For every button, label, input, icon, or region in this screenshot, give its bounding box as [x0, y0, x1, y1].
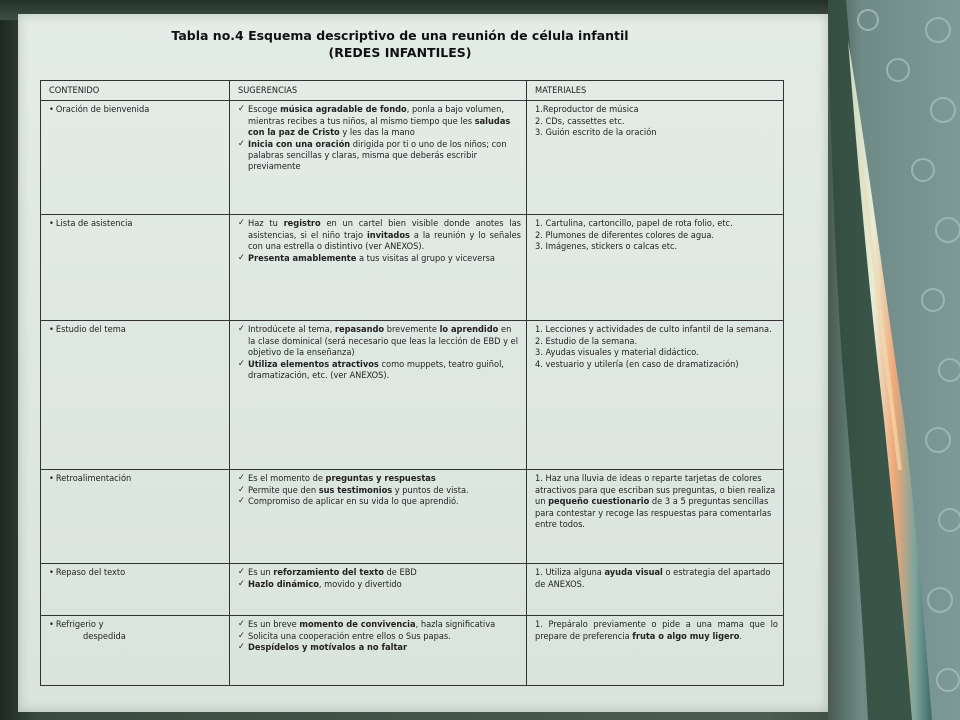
- bullet-icon: [49, 567, 56, 578]
- suggestion-item: [238, 104, 521, 138]
- contenido-label: Lista de asistencia: [55, 218, 133, 230]
- text: 1. Prepáralo previamente o pide a una mama que lo prepare de preferencia: [535, 619, 778, 642]
- material-item: [535, 241, 778, 252]
- bold-text: pequeño cuestionario: [548, 496, 650, 508]
- header-materiales: MATERIALES: [527, 81, 784, 101]
- material-item: [535, 116, 778, 127]
- bold-text: ayuda visual: [604, 567, 663, 579]
- decorative-floral-border: [828, 0, 960, 720]
- title-line-2: (REDES INFANTILES): [328, 45, 472, 60]
- bold-text: reforzamiento del texto: [273, 567, 384, 579]
- checkmark-icon: ✓: [238, 484, 245, 495]
- materiales-cell: [527, 470, 784, 564]
- text: 4. vestuario y utilería (en caso de dramatización): [535, 358, 739, 370]
- contenido-cell: [41, 215, 230, 321]
- checkmark-icon: ✓: [238, 619, 245, 630]
- bold-text: momento de convivencia: [299, 619, 416, 631]
- checkmark-icon: ✓: [238, 630, 245, 641]
- bold-text: repasando: [334, 324, 385, 336]
- material-item: [535, 336, 778, 347]
- text: a la reunión y lo señales con una estrella o distintivo (ver ANEXOS).: [248, 229, 521, 253]
- suggestion-item: [238, 579, 521, 590]
- table-row: [41, 101, 784, 215]
- checkmark-icon: ✓: [238, 358, 245, 369]
- bullet-icon: [49, 104, 56, 115]
- text: a tus visitas al grupo y viceversa: [356, 252, 495, 264]
- header-row: [41, 81, 784, 101]
- checkmark-icon: ✓: [238, 578, 245, 589]
- material-item: [535, 127, 778, 138]
- text: Es el momento de: [248, 473, 326, 485]
- text: 3. Ayudas visuales y material didáctico.: [535, 347, 699, 359]
- materiales-cell: [527, 321, 784, 470]
- text: 2. CDs, cassettes etc.: [535, 115, 625, 127]
- sugerencias-cell: [230, 321, 527, 470]
- bold-text: fruta o algo muy ligero: [632, 630, 740, 642]
- text: como muppets, teatro guiñol, dramatización, etc. (ver ANEXOS).: [248, 358, 504, 382]
- bold-text: sus testimonios: [318, 484, 393, 496]
- table-row: [41, 564, 784, 616]
- suggestion-item: [238, 619, 521, 630]
- text: 1. Cartulina, cartoncillo, papel de rota folio, etc.: [535, 218, 733, 230]
- suggestion-item: [238, 324, 521, 358]
- contenido-label: Refrigerio y: [55, 619, 104, 631]
- text: 1. Lecciones y actividades de culto infantil de la semana.: [535, 324, 772, 336]
- text: Solicita una cooperación entre ellos o Sus papas.: [248, 630, 451, 642]
- text: 2. Estudio de la semana.: [535, 335, 638, 347]
- header-contenido: CONTENIDO: [41, 81, 230, 101]
- text: Escoge: [248, 104, 281, 116]
- text: y puntos de vista.: [392, 484, 469, 496]
- sugerencias-cell: [230, 101, 527, 215]
- sugerencias-cell: [230, 564, 527, 616]
- contenido-cell: [41, 616, 230, 686]
- text: dirigida por ti o uno de los niños; con palabras sencillas y claras, misma que deberás escribir previamente: [248, 138, 507, 173]
- checkmark-icon: ✓: [238, 496, 245, 507]
- text: 3. Imágenes, stickers o calcas etc.: [535, 241, 678, 253]
- checkmark-icon: ✓: [238, 218, 245, 229]
- bold-text: música agradable de fondo: [280, 104, 407, 116]
- bullet-icon: [49, 473, 56, 484]
- bold-text: Inicia con una oración: [248, 138, 351, 150]
- bold-text: saludas con la paz de Cristo: [248, 115, 511, 139]
- text: Es un breve: [248, 619, 300, 631]
- table-row: [41, 215, 784, 321]
- bold-text: preguntas y respuestas: [325, 473, 436, 485]
- suggestion-item: [238, 218, 521, 252]
- text: 1.Reproductor de música: [535, 104, 639, 116]
- table-title: [110, 27, 690, 61]
- bold-text: invitados: [366, 229, 410, 241]
- material-item: [535, 567, 778, 590]
- contenido-label: Retroalimentación: [55, 473, 132, 485]
- suggestion-item: [238, 359, 521, 382]
- bold-text: Hazlo dinámico: [248, 578, 319, 590]
- text: 2. Plumones de diferentes colores de agua.: [535, 229, 715, 241]
- table-row: [41, 321, 784, 470]
- contenido-cell: [41, 321, 230, 470]
- header-sugerencias: SUGERENCIAS: [230, 81, 527, 101]
- text: 1. Utiliza alguna: [535, 567, 605, 579]
- material-item: [535, 473, 778, 530]
- text: de EBD: [383, 567, 417, 579]
- suggestion-item: [238, 496, 521, 507]
- text: Introdúcete al tema,: [248, 324, 335, 336]
- materiales-cell: [527, 616, 784, 686]
- material-item: [535, 218, 778, 229]
- bold-text: registro: [283, 218, 321, 230]
- text: Permite que den: [248, 484, 319, 496]
- sugerencias-cell: [230, 616, 527, 686]
- material-item: [535, 619, 778, 642]
- bold-text: Despídelos y motívalos a no faltar: [248, 642, 408, 654]
- materiales-cell: [527, 564, 784, 616]
- material-item: [535, 230, 778, 241]
- meeting-outline-table: [40, 80, 784, 686]
- suggestion-item: [238, 139, 521, 173]
- checkmark-icon: ✓: [238, 138, 245, 149]
- checkmark-icon: ✓: [238, 567, 245, 578]
- suggestion-item: [238, 642, 521, 653]
- checkmark-icon: ✓: [238, 324, 245, 335]
- contenido-label: Repaso del texto: [55, 567, 126, 579]
- bold-text: Utiliza elementos atractivos: [248, 358, 379, 370]
- contenido-cell: [41, 101, 230, 215]
- table-row: [41, 616, 784, 686]
- material-item: [535, 104, 778, 115]
- material-item: [535, 359, 778, 370]
- checkmark-icon: ✓: [238, 104, 245, 115]
- suggestion-item: [238, 567, 521, 578]
- contenido-label: Estudio del tema: [55, 324, 126, 336]
- material-item: [535, 347, 778, 358]
- text: Compromiso de aplicar en su vida lo que aprendió.: [248, 496, 459, 508]
- suggestion-item: [238, 485, 521, 496]
- text: en un cartel bien visible donde anotes las asistencias, si el niño trajo: [248, 218, 521, 241]
- suggestion-item: [238, 253, 521, 264]
- table-row: [41, 470, 784, 564]
- contenido-label: Oración de bienvenida: [55, 104, 150, 116]
- text: brevemente: [384, 324, 440, 336]
- suggestion-item: [238, 631, 521, 642]
- checkmark-icon: ✓: [238, 642, 245, 653]
- bold-text: Presenta amablemente: [248, 252, 357, 264]
- text: , hazla significativa: [415, 619, 496, 631]
- checkmark-icon: ✓: [238, 252, 245, 263]
- checkmark-icon: ✓: [238, 473, 245, 484]
- contenido-cell: [41, 470, 230, 564]
- text: en la clase dominical (será necesario que leas la lección de EBD y el objetivo de la enseñanza): [248, 324, 519, 359]
- text: .: [739, 630, 743, 642]
- title-line-1: Tabla no.4 Esquema descriptivo de una reunión de célula infantil: [171, 28, 629, 43]
- sugerencias-cell: [230, 215, 527, 321]
- text: Haz tu: [248, 218, 284, 230]
- text: o estrategia del apartado de ANEXOS.: [535, 567, 771, 590]
- bullet-icon: [49, 619, 56, 630]
- bullet-icon: [49, 218, 56, 229]
- text: Es un: [248, 567, 274, 579]
- suggestion-item: [238, 473, 521, 484]
- sugerencias-cell: [230, 470, 527, 564]
- text: , ponla a bajo volumen, mientras recibes a tus niños, al mismo tiempo que les: [248, 104, 504, 127]
- text: 1. Haz una lluvia de ideas o reparte tarjetas de colores atractivos para que escriban sus preguntas, o bien realiza un: [535, 473, 776, 508]
- bullet-icon: [49, 324, 56, 335]
- contenido-cell: [41, 564, 230, 616]
- material-item: [535, 324, 778, 335]
- bold-text: lo aprendido: [439, 324, 499, 336]
- text: 3. Guión escrito de la oración: [535, 127, 657, 139]
- materiales-cell: [527, 215, 784, 321]
- materiales-cell: [527, 101, 784, 215]
- text: , movido y divertido: [318, 578, 402, 590]
- text: y les das la mano: [339, 127, 415, 139]
- contenido-label-2: despedida: [83, 630, 126, 642]
- text: de 3 a 5 preguntas sencillas para contestar y recoge las respuestas para comentarlas entre todos.: [535, 496, 772, 531]
